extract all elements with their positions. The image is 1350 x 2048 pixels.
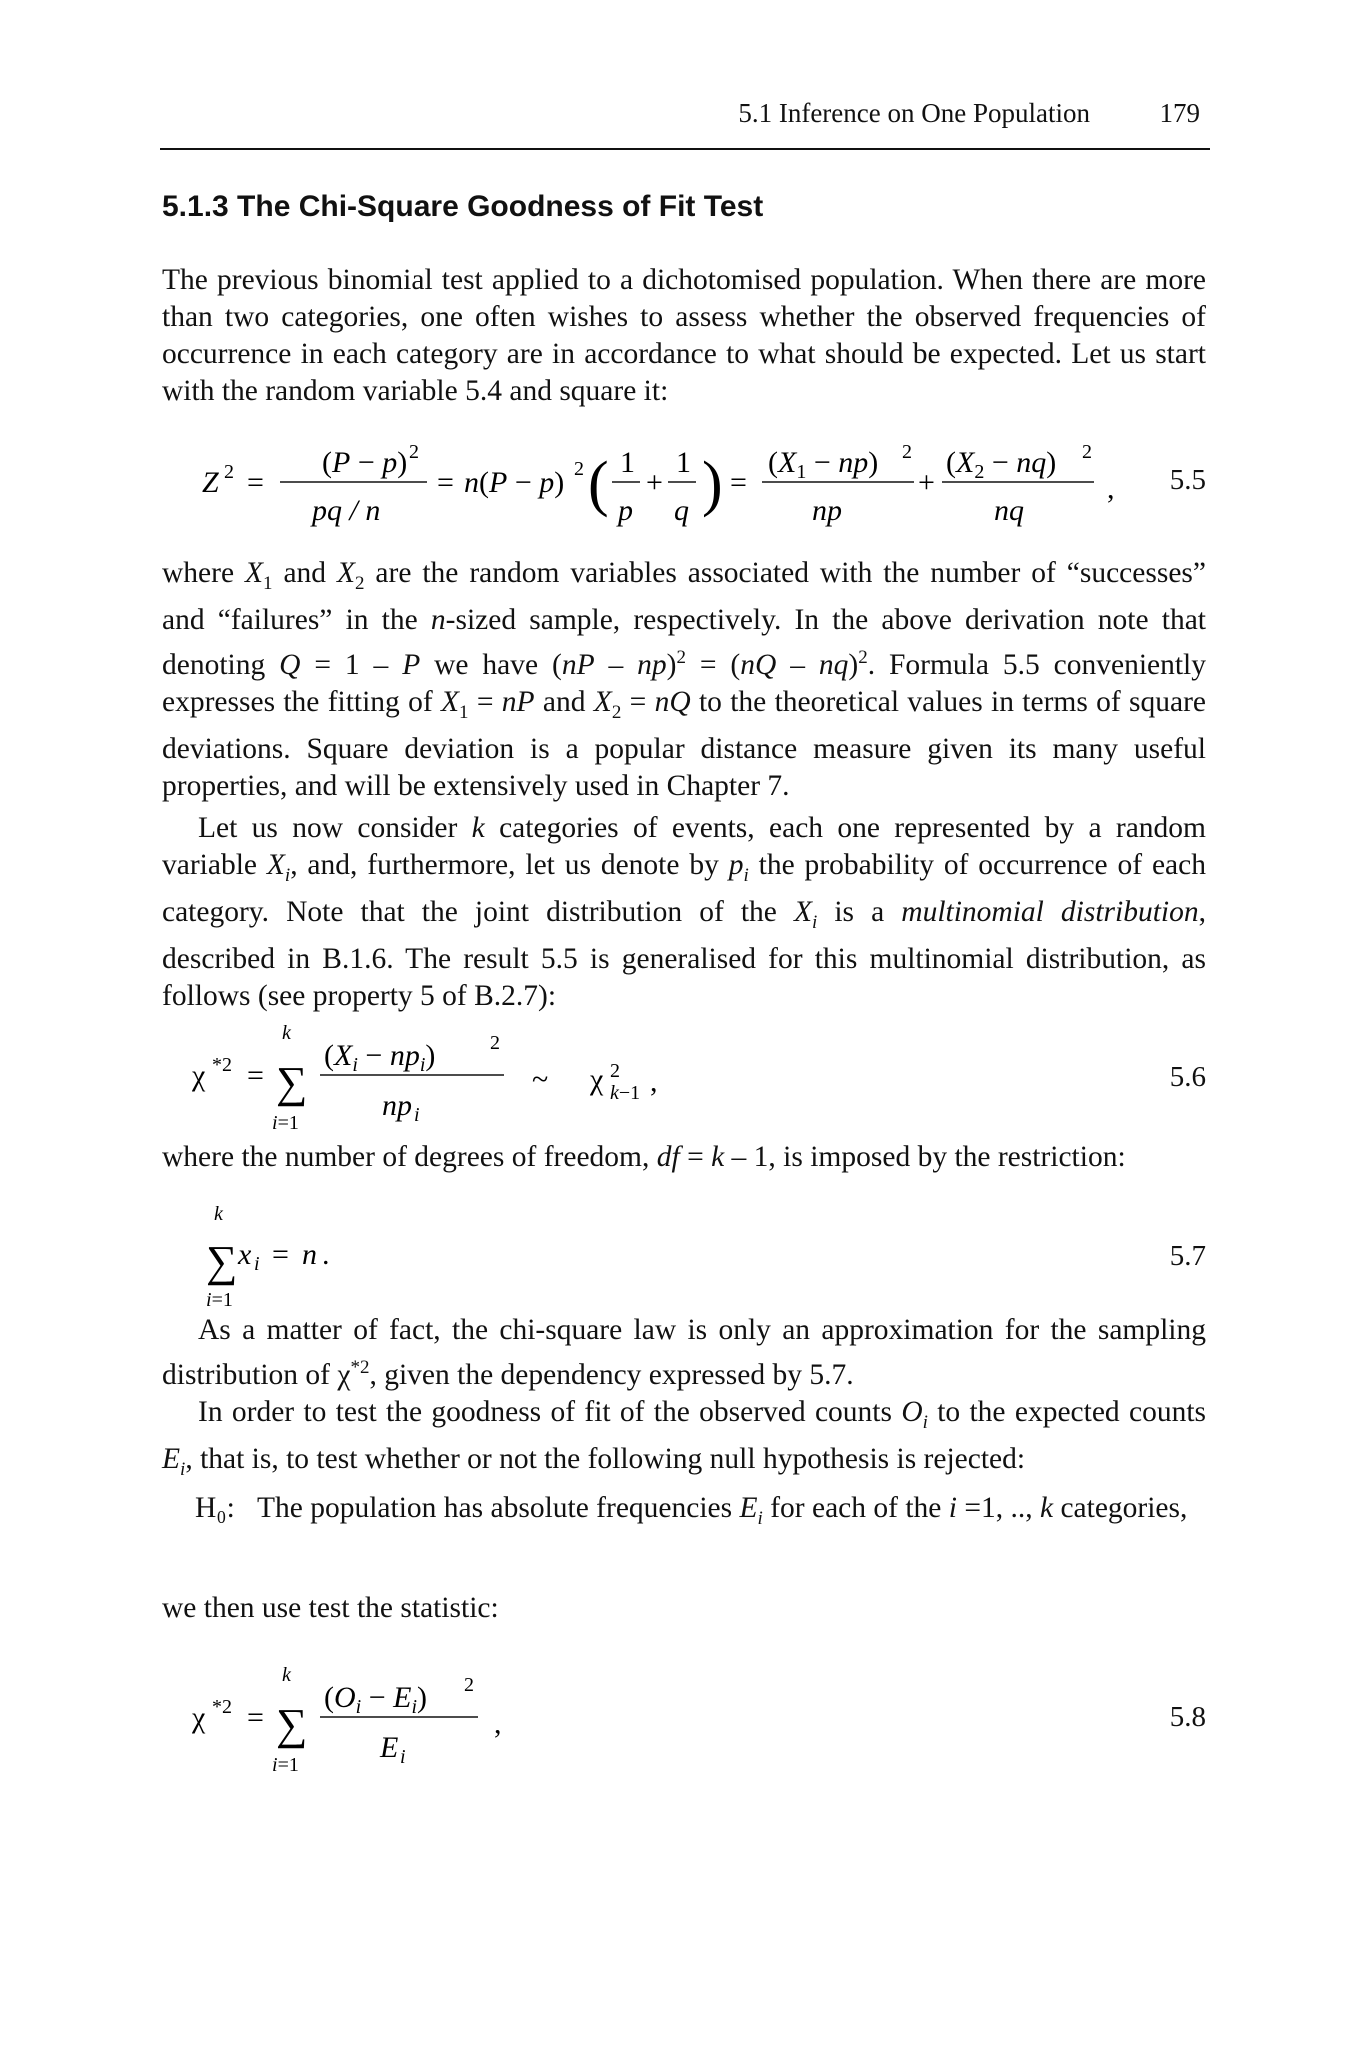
equation-number-5-6: 5.6 [1169, 1061, 1206, 1093]
text-run: for each of the [762, 1492, 949, 1524]
svg-text:,: , [650, 1065, 658, 1098]
svg-text:nq: nq [994, 494, 1024, 527]
svg-text:+: + [646, 466, 663, 499]
text-run: categories, [1053, 1492, 1188, 1524]
section-title: 5.1.3 The Chi-Square Goodness of Fit Test [162, 190, 764, 223]
svg-text:p: p [618, 494, 633, 527]
svg-text:np: np [382, 1089, 412, 1122]
equation-5-7 [162, 1200, 1206, 1310]
svg-text:χ: χ [590, 1063, 604, 1096]
text-run: =1, .., [956, 1492, 1040, 1524]
svg-text:.: . [322, 1238, 330, 1271]
svg-text:i=1: i=1 [272, 1754, 299, 1776]
paragraph-test-statistic-text: we then use test the statistic: [162, 1592, 499, 1624]
svg-text:2: 2 [409, 441, 419, 463]
svg-text:=: = [730, 466, 747, 499]
equation-number-5-5: 5.5 [1169, 464, 1206, 496]
svg-text:=: = [272, 1238, 289, 1271]
equation-5-7-formula [162, 1200, 462, 1310]
null-hypothesis: H₀: The population has absolute frequencies $E_i$ for each of the i =1, .., k categories, [195, 1492, 1188, 1529]
text-run: , described in B.1.6. The result 5.5 is generalised for this multinomial distribution, as follows (see property 5 of B.2.7): [162, 895, 1206, 1012]
text-run: where [162, 557, 245, 589]
text-run: , given the dependency expressed by 5.7. [369, 1358, 854, 1391]
paragraph-where-x1-x2: where $X_1$ and $X_2$ are the random variables associated with the number of “successes” and “failures” in the n-sized sample, respectively. In the above derivation note that denoting Q = 1 – P we have (nP – np)$^2$ = (nQ – nq)$^2$. Formula 5.5 conveniently expresses the fitting of $X_1$ = nP and $X_2$ = nQ to the theoretical values in terms of square deviations. Square deviation is a popular distance measure given its many useful properties, and will be extensively used in Chapter 7. [162, 557, 1207, 802]
paragraph-test-statistic [162, 1590, 1206, 1627]
svg-text:2: 2 [1082, 441, 1092, 463]
equation-5-6 [162, 1015, 1206, 1145]
text-run: As a matter of fact, the chi-square law is only an approximation for the sampling distribution of [162, 1314, 1206, 1391]
svg-text:n(P − p): n(P − p) [464, 466, 565, 499]
paragraph-degrees-of-freedom: where the number of degrees of freedom, df = k – 1, is imposed by the restriction: [162, 1141, 1126, 1173]
text-run: the probability of occurrence of each category. Note that the joint distribution of the [162, 849, 1206, 928]
hypothesis-label: H₀: [195, 1492, 235, 1524]
svg-text:2: 2 [902, 441, 912, 463]
svg-text:=: = [247, 1059, 264, 1092]
svg-text:*2: *2 [212, 1696, 232, 1718]
paragraph-intro-text: The previous binomial test applied to a dichotomised population. When there are more than two categories, one often wishes to assess whether the observed frequencies of occurrence in each category are in accordance to what should be expected. Let us start with the random variable 5.4 and square it: [162, 264, 1206, 407]
svg-text:1: 1 [620, 446, 635, 479]
svg-text:): ) [702, 450, 723, 518]
svg-text:k: k [214, 1203, 223, 1225]
svg-text:(Oi − Ei): $(O_i - E_i)$ [324, 1681, 428, 1718]
svg-text:2: 2 [574, 458, 584, 480]
svg-text:∑: ∑ [276, 1700, 308, 1749]
text-run: Let us now consider [198, 812, 472, 844]
text-run: , and, furthermore, let us denote by [290, 849, 729, 881]
svg-text:x: x [238, 1238, 252, 1271]
equation-5-5-formula [202, 430, 1152, 550]
svg-text:k: k [282, 1022, 291, 1044]
text-run: . Formula 5.5 conveniently expresses the fitting of [162, 648, 1206, 718]
svg-text:+: + [918, 466, 935, 499]
svg-text:=: = [247, 466, 264, 499]
text-run: we have [420, 648, 552, 681]
equation-5-8-formula [192, 1655, 692, 1785]
svg-text:(Xi − npi): $(X_i - np_i)$ [324, 1039, 436, 1076]
svg-text:χ: χ [192, 1701, 206, 1734]
text-run: In order to test the goodness of fit of the observed counts [198, 1395, 902, 1428]
svg-text:(: ( [588, 450, 609, 518]
svg-text:1: 1 [676, 446, 691, 479]
svg-text:χ: χ [192, 1059, 206, 1092]
svg-text:(X1 − np): $(X_1 - np)$ [768, 446, 879, 483]
svg-text:k: k [282, 1664, 291, 1686]
text-run: -sized sample, respectively. In the above derivation note that denoting [162, 603, 1206, 681]
paragraph-approximation: As a matter of fact, the chi-square law is only an approximation for the sampling distribution of $\chi^{*2}$, given the dependency expressed by 5.7. In order to test the goodness of fit of the observed counts $O_i$ to the expected counts $E_i$, that is, to test whether or not the following null hypothesis is rejected: [162, 1314, 1207, 1480]
text-run: and [272, 557, 337, 589]
paragraph-intro [162, 262, 1206, 410]
svg-text:i: i [400, 1746, 406, 1768]
svg-text:(P − p): (P − p) [322, 446, 408, 479]
svg-text:*2: *2 [212, 1054, 232, 1076]
svg-text:∑: ∑ [276, 1058, 308, 1107]
svg-text:2: 2 [610, 1060, 620, 1082]
text-run: The population has absolute frequencies [257, 1492, 740, 1524]
svg-text:Z: Z [202, 466, 219, 499]
text-run: are the random variables associated with the number of “successes” and “failures” in the [162, 557, 1206, 636]
svg-text:q: q [674, 494, 689, 527]
header-rule [160, 148, 1210, 150]
text-run: where the number of degrees of freedom, [162, 1141, 657, 1173]
text-run: , that is, to test whether or not the following null hypothesis is rejected: [185, 1442, 1026, 1475]
svg-text:i=1: i=1 [272, 1112, 299, 1134]
svg-text:=: = [247, 1701, 264, 1734]
svg-text:i: i [254, 1253, 260, 1275]
text-run: categories of events, each one represented by a random variable [162, 812, 1206, 881]
svg-text:k−1: k−1 [610, 1082, 641, 1104]
svg-text:2: 2 [464, 1674, 474, 1696]
paragraph-k-categories: Let us now consider k categories of events, each one represented by a random variable $X_i$, and, furthermore, let us denote by $p_i$ the probability of occurrence of each category. Note that the joint distribution of the $X_i$ is a multinomial distribution, described in B.1.6. The result 5.5 is generalised for this multinomial distribution, as follows (see property 5 of B.2.7): [162, 812, 1206, 1012]
svg-text:∑: ∑ [206, 1237, 238, 1286]
text-run: is a [817, 895, 902, 928]
equation-number-5-7: 5.7 [1169, 1240, 1206, 1272]
svg-text:2: 2 [490, 1032, 500, 1054]
svg-text:E: E [380, 1731, 399, 1764]
equation-5-6-formula [192, 1015, 792, 1145]
text-run: to the theoretical values in terms of square deviations. Square deviation is a popular distance measure given its many useful properties, and will be extensively used in Chapter 7. [162, 685, 1207, 802]
svg-text:np: np [812, 494, 842, 527]
text-run-italic: multinomial distribution [901, 895, 1199, 928]
equation-5-8 [162, 1655, 1206, 1785]
text-run: to the expected counts [927, 1395, 1207, 1428]
svg-text:pq / n: pq / n [312, 494, 381, 527]
svg-text:2: 2 [224, 461, 234, 483]
page-number: 179 [1159, 98, 1200, 128]
svg-text:=: = [437, 466, 454, 499]
running-header-title: 5.1 Inference on One Population [738, 98, 1090, 128]
equation-number-5-8: 5.8 [1169, 1701, 1206, 1733]
svg-text:~: ~ [532, 1063, 549, 1096]
svg-text:n: n [302, 1238, 317, 1271]
svg-text:i=1: i=1 [206, 1289, 233, 1310]
equation-5-5 [162, 430, 1206, 550]
svg-text:,: , [1107, 472, 1115, 505]
svg-text:,: , [494, 1707, 502, 1740]
svg-text:i: i [414, 1104, 420, 1126]
svg-text:(X2 − nq): $(X_2 - nq)$ [946, 446, 1057, 483]
text-run: , is imposed by the restriction: [768, 1141, 1126, 1173]
